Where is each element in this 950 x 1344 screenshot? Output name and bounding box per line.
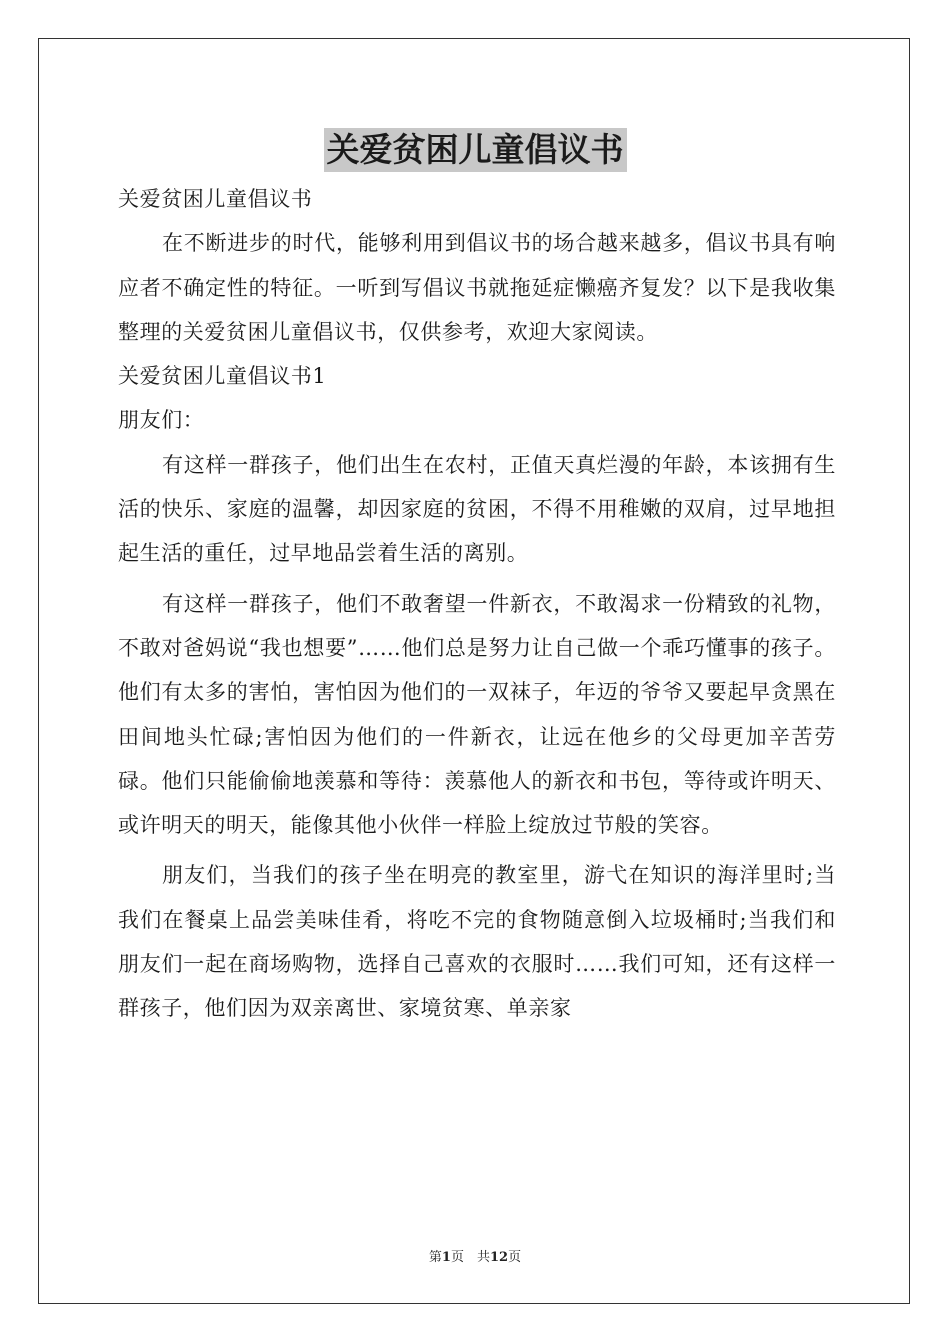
salutation: 朋友们： (118, 408, 205, 433)
page-number-mid: 页 共 (450, 1250, 490, 1265)
document-title-text: 关爱贫困儿童倡议书 (324, 128, 627, 172)
subtitle-line: 关爱贫困儿童倡议书 (118, 187, 313, 211)
body-paragraph-3: 朋友们，当我们的孩子坐在明亮的教室里，游弋在知识的海洋里时;当我们在餐桌上品尝美味佳肴，将吃不完的食物随意倒入垃圾桶时;当我们和朋友们一起在商场购物，选择自己喜欢的衣服时……我们可知，还有这样一群孩子，他们因为双亲离世、家境贫寒、单亲家 (118, 863, 836, 1021)
page-number-prefix: 第 (428, 1250, 442, 1265)
current-page-number: 1 (441, 1250, 451, 1265)
page-number-suffix: 页 (508, 1250, 522, 1265)
page-footer (0, 1246, 950, 1265)
intro-paragraph: 在不断进步的时代，能够利用到倡议书的场合越来越多，倡议书具有响应者不确定性的特征。一听到写倡议书就拖延症懒癌齐复发？以下是我收集整理的关爱贫困儿童倡议书，仅供参考，欢迎大家阅读。 (118, 231, 836, 344)
section-heading: 关爱贫困儿童倡议书1 (118, 364, 327, 389)
document-title (0, 128, 950, 172)
body-paragraph-1: 有这样一群孩子，他们出生在农村，正值天真烂漫的年龄，本该拥有生活的快乐、家庭的温馨，却因家庭的贫困，不得不用稚嫩的双肩，过早地担起生活的重任，过早地品尝着生活的离别。 (118, 452, 836, 566)
body-paragraph-2: 有这样一群孩子，他们不敢奢望一件新衣，不敢渴求一份精致的礼物，不敢对爸妈说“我也想要”……他们总是努力让自己做一个乖巧懂事的孩子。他们有太多的害怕，害怕因为他们的一双袜子，年迈的爷爷又要起早贪黑在田间地头忙碌;害怕因为他们的一件新衣，让远在他乡的父母更加辛苦劳碌。他们只能偷偷地羡慕和等待：羡慕他人的新衣和书包，等待或许明天、或许明天的明天，能像其他小伙伴一样脸上绽放过节般的笑容。 (118, 591, 836, 838)
document-body (118, 177, 836, 1031)
total-page-count: 12 (489, 1250, 509, 1265)
